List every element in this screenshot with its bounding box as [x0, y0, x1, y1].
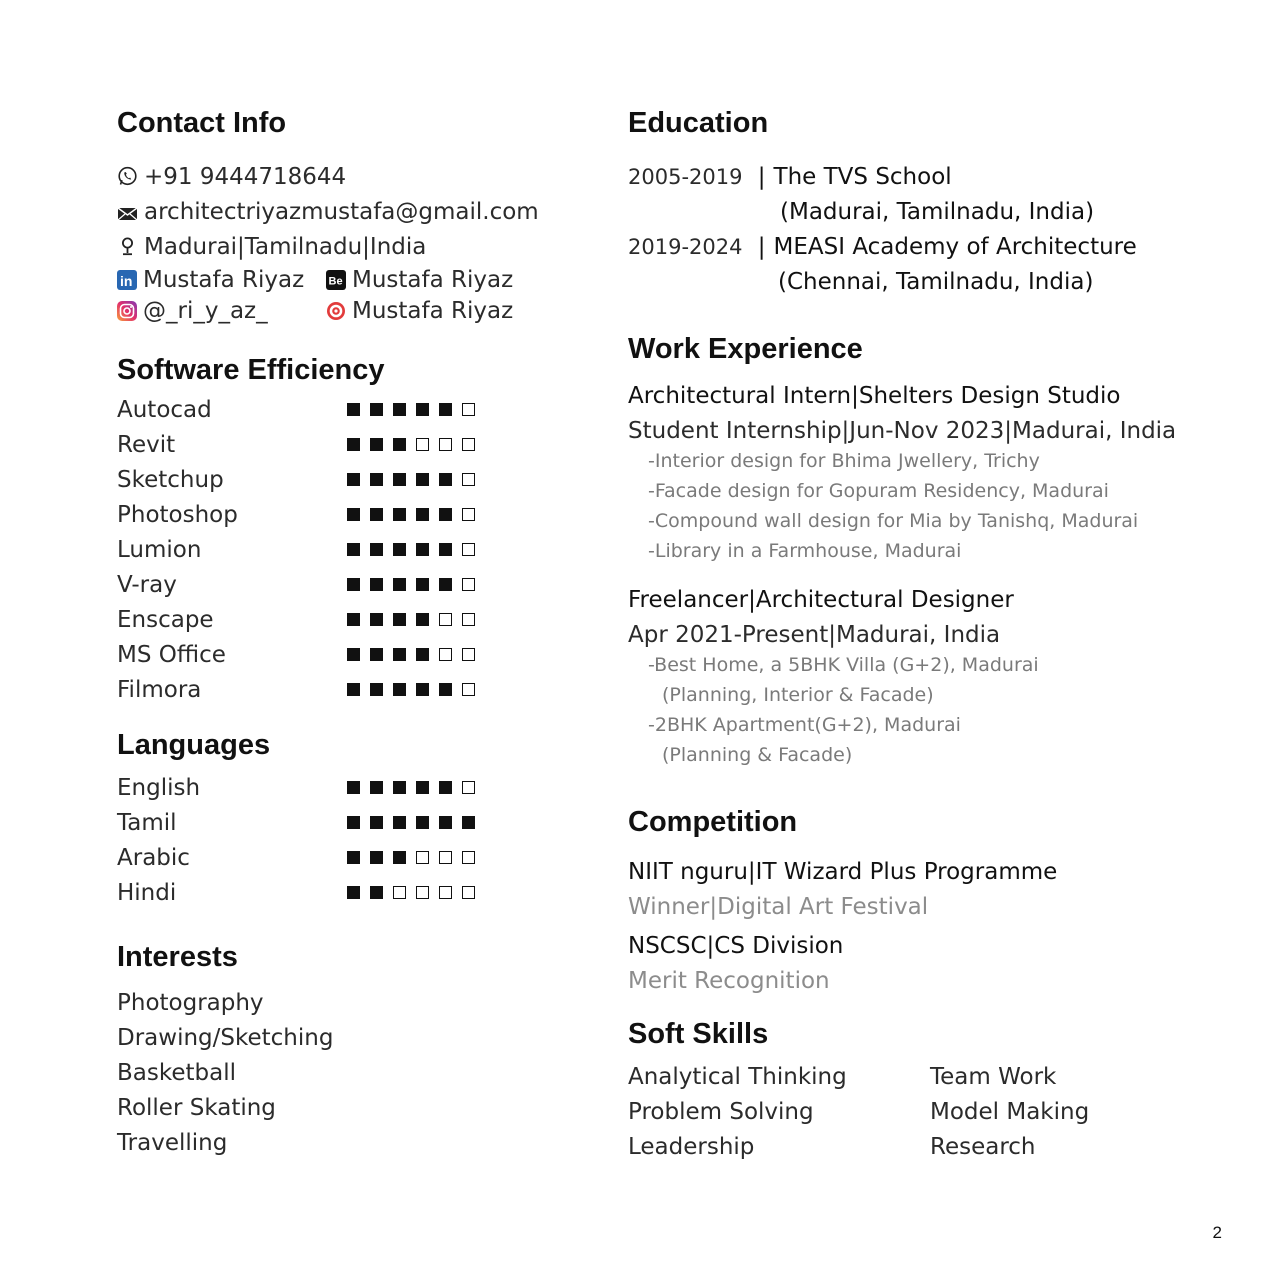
behance-icon — [326, 270, 346, 290]
rating-empty-square — [462, 683, 475, 696]
rating-filled-square — [393, 508, 406, 521]
page-number: 2 — [1212, 1223, 1222, 1242]
software-name: Autocad — [117, 397, 212, 423]
rating-filled-square — [416, 816, 429, 829]
software-name: Photoshop — [117, 502, 238, 528]
software-rating — [347, 648, 475, 661]
rating-filled-square — [439, 781, 452, 794]
education-item — [628, 236, 1137, 259]
job-detail: -Compound wall design for Mia by Tanishq, Madurai — [648, 510, 1139, 532]
rating-empty-square — [462, 438, 475, 451]
software-rating — [347, 613, 475, 626]
profile-link[interactable]: Mustafa Riyaz — [352, 298, 514, 324]
software-name: Sketchup — [117, 467, 224, 493]
contact-heading: Contact Info — [117, 107, 287, 139]
rating-filled-square — [393, 781, 406, 794]
education-school: MEASI Academy of Architecture — [773, 234, 1137, 260]
soft-skill: Model Making — [930, 1099, 1090, 1125]
education-place: (Chennai, Tamilnadu, India) — [778, 269, 1094, 295]
competition-result: Winner|Digital Art Festival — [628, 894, 929, 920]
rating-filled-square — [347, 851, 360, 864]
rating-filled-square — [416, 473, 429, 486]
rating-filled-square — [416, 648, 429, 661]
competition-title: NIIT nguru|IT Wizard Plus Programme — [628, 859, 1058, 885]
rating-filled-square — [370, 648, 383, 661]
rating-empty-square — [416, 851, 429, 864]
education-years: 2019-2024 — [628, 235, 743, 259]
rating-filled-square — [462, 816, 475, 829]
languages-heading: Languages — [117, 729, 271, 761]
phone-link[interactable]: +91 9444718644 — [144, 164, 347, 190]
rating-filled-square — [370, 508, 383, 521]
software-name: Lumion — [117, 537, 202, 563]
rating-filled-square — [439, 683, 452, 696]
education-item — [628, 166, 952, 189]
job-title: Architectural Intern|Shelters Design Studio — [628, 383, 1121, 409]
rating-empty-square — [439, 886, 452, 899]
rating-filled-square — [416, 683, 429, 696]
rating-filled-square — [370, 816, 383, 829]
rating-filled-square — [416, 403, 429, 416]
education-school: The TVS School — [773, 164, 952, 190]
education-years: 2005-2019 — [628, 165, 743, 189]
rating-filled-square — [347, 683, 360, 696]
rating-filled-square — [370, 683, 383, 696]
rating-empty-square — [462, 781, 475, 794]
contact-linkedin — [117, 269, 304, 292]
rating-empty-square — [462, 543, 475, 556]
software-rating — [347, 683, 475, 696]
rating-empty-square — [462, 648, 475, 661]
soft-skills-heading: Soft Skills — [628, 1018, 769, 1050]
rating-filled-square — [370, 781, 383, 794]
software-rating — [347, 403, 475, 416]
rating-filled-square — [347, 816, 360, 829]
rating-filled-square — [347, 403, 360, 416]
competition-heading: Competition — [628, 806, 798, 838]
rating-filled-square — [416, 508, 429, 521]
software-name: Revit — [117, 432, 176, 458]
languages-rating — [347, 816, 475, 829]
education-separator: | — [757, 234, 766, 260]
job-detail: -Best Home, a 5BHK Villa (G+2), Madurai — [648, 654, 1039, 676]
interest-item: Basketball — [117, 1060, 236, 1086]
contact-location: Madurai|Tamilnadu|India — [117, 236, 426, 259]
rating-filled-square — [393, 438, 406, 451]
rating-filled-square — [347, 781, 360, 794]
job-detail: -Facade design for Gopuram Residency, Madurai — [648, 480, 1109, 502]
languages-rating — [347, 851, 475, 864]
rating-filled-square — [347, 543, 360, 556]
soft-skill: Research — [930, 1134, 1036, 1160]
rating-filled-square — [416, 781, 429, 794]
rating-filled-square — [347, 613, 360, 626]
contact-behance — [326, 269, 513, 292]
education-separator: | — [757, 164, 766, 190]
rating-empty-square — [462, 578, 475, 591]
rating-filled-square — [393, 403, 406, 416]
rating-empty-square — [462, 403, 475, 416]
soft-skill: Problem Solving — [628, 1099, 814, 1125]
competition-title: NSCSC|CS Division — [628, 933, 844, 959]
rating-empty-square — [439, 851, 452, 864]
rating-filled-square — [416, 613, 429, 626]
languages-name: Tamil — [117, 810, 177, 836]
education-place: (Madurai, Tamilnadu, India) — [780, 199, 1095, 225]
rating-filled-square — [347, 886, 360, 899]
interest-item: Travelling — [117, 1130, 228, 1156]
rating-filled-square — [347, 473, 360, 486]
software-heading: Software Efficiency — [117, 354, 385, 386]
rating-filled-square — [393, 613, 406, 626]
linkedin-link[interactable]: Mustafa Riyaz — [143, 267, 305, 293]
rating-empty-square — [416, 438, 429, 451]
software-name: Filmora — [117, 677, 202, 703]
interest-item: Roller Skating — [117, 1095, 276, 1121]
rating-filled-square — [439, 473, 452, 486]
soft-skill: Team Work — [930, 1064, 1057, 1090]
rating-empty-square — [416, 886, 429, 899]
job-title: Freelancer|Architectural Designer — [628, 587, 1014, 613]
rating-filled-square — [416, 578, 429, 591]
svg-text:Be: Be — [328, 275, 343, 288]
interest-item: Photography — [117, 990, 264, 1016]
interest-item: Drawing/Sketching — [117, 1025, 334, 1051]
whatsapp-icon — [117, 166, 138, 187]
job-detail: -2BHK Apartment(G+2), Madurai — [648, 714, 961, 736]
rating-filled-square — [370, 613, 383, 626]
software-rating — [347, 473, 475, 486]
email-link[interactable]: architectriyazmustafa@gmail.com — [144, 199, 539, 225]
rating-filled-square — [439, 508, 452, 521]
software-rating — [347, 438, 475, 451]
job-detail: -Interior design for Bhima Jwellery, Trichy — [648, 450, 1040, 472]
languages-rating — [347, 886, 475, 899]
rating-filled-square — [393, 473, 406, 486]
rating-filled-square — [347, 508, 360, 521]
rating-filled-square — [439, 816, 452, 829]
job-detail: (Planning & Facade) — [662, 744, 853, 766]
software-name: Enscape — [117, 607, 214, 633]
rating-filled-square — [370, 886, 383, 899]
work-heading: Work Experience — [628, 333, 863, 365]
rating-filled-square — [439, 403, 452, 416]
rating-filled-square — [347, 578, 360, 591]
software-name: V-ray — [117, 572, 177, 598]
education-heading: Education — [628, 107, 769, 139]
rating-filled-square — [393, 578, 406, 591]
job-meta: Apr 2021-Present|Madurai, India — [628, 622, 1001, 648]
rating-filled-square — [347, 648, 360, 661]
behance-link[interactable]: Mustafa Riyaz — [352, 267, 514, 293]
rating-empty-square — [462, 886, 475, 899]
job-meta: Student Internship|Jun-Nov 2023|Madurai, India — [628, 418, 1177, 444]
competition-result: Merit Recognition — [628, 968, 830, 994]
rating-filled-square — [393, 851, 406, 864]
rating-filled-square — [370, 438, 383, 451]
rating-empty-square — [439, 613, 452, 626]
languages-name: Arabic — [117, 845, 190, 871]
rating-empty-square — [462, 508, 475, 521]
job-detail: (Planning, Interior & Facade) — [662, 684, 934, 706]
languages-rating — [347, 781, 475, 794]
software-rating — [347, 543, 475, 556]
rating-filled-square — [393, 683, 406, 696]
contact-instagram — [117, 300, 268, 323]
mail-icon — [117, 206, 138, 222]
rating-empty-square — [439, 438, 452, 451]
rating-filled-square — [416, 543, 429, 556]
languages-name: English — [117, 775, 201, 801]
rating-filled-square — [370, 473, 383, 486]
rating-filled-square — [347, 438, 360, 451]
rating-empty-square — [393, 886, 406, 899]
contact-phone — [117, 166, 346, 189]
rating-filled-square — [370, 578, 383, 591]
svg-text:in: in — [120, 273, 133, 289]
rating-empty-square — [462, 851, 475, 864]
target-icon — [326, 301, 346, 321]
soft-skill: Analytical Thinking — [628, 1064, 847, 1090]
rating-filled-square — [370, 851, 383, 864]
rating-filled-square — [393, 543, 406, 556]
software-rating — [347, 508, 475, 521]
software-name: MS Office — [117, 642, 226, 668]
soft-skill: Leadership — [628, 1134, 755, 1160]
rating-filled-square — [439, 543, 452, 556]
location-pin-icon — [117, 236, 138, 257]
job-detail: -Library in a Farmhouse, Madurai — [648, 540, 962, 562]
contact-pinterest — [326, 300, 513, 323]
rating-filled-square — [393, 816, 406, 829]
instagram-link[interactable]: @_ri_y_az_ — [143, 298, 268, 324]
rating-filled-square — [370, 543, 383, 556]
languages-name: Hindi — [117, 880, 177, 906]
rating-filled-square — [370, 403, 383, 416]
rating-empty-square — [462, 473, 475, 486]
software-rating — [347, 578, 475, 591]
rating-filled-square — [439, 578, 452, 591]
instagram-icon — [117, 301, 137, 321]
contact-email — [117, 201, 539, 224]
rating-filled-square — [393, 648, 406, 661]
rating-empty-square — [462, 613, 475, 626]
interests-heading: Interests — [117, 941, 238, 973]
linkedin-icon — [117, 270, 137, 290]
rating-empty-square — [439, 648, 452, 661]
